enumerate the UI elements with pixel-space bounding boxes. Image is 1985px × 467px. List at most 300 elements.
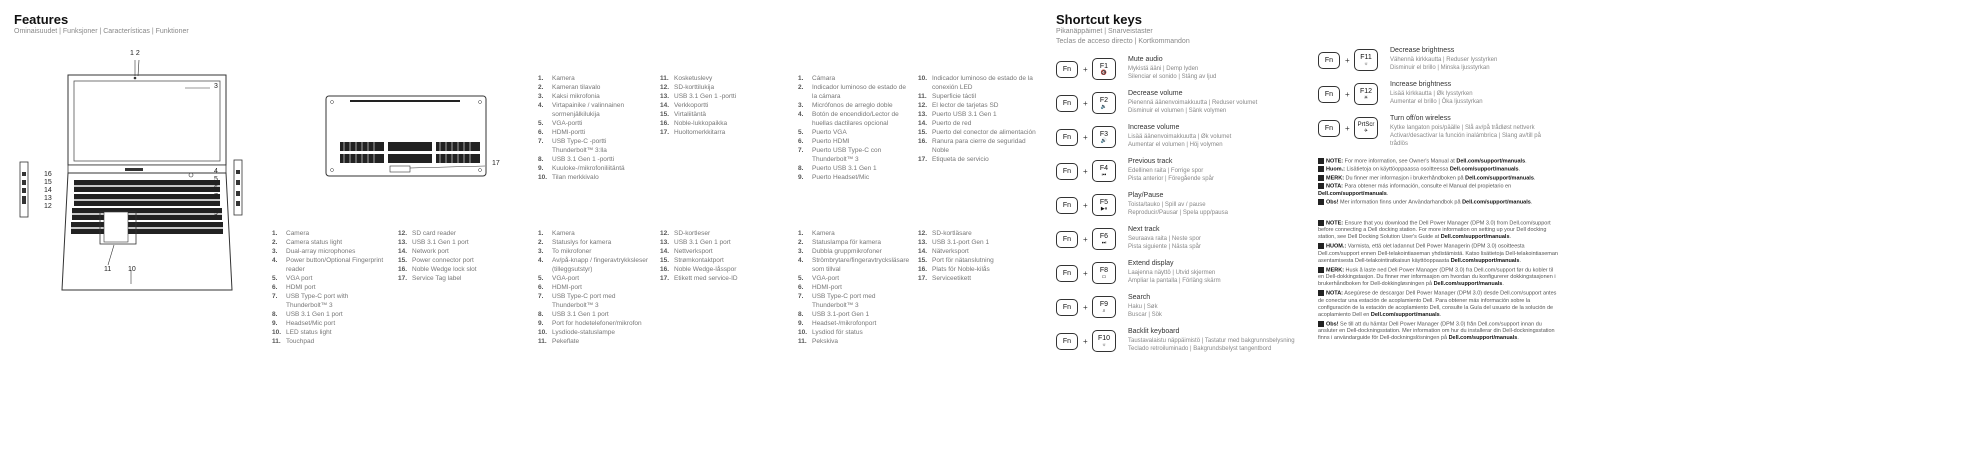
function-key-f8 — [1092, 262, 1116, 284]
list-item-label: Puerto Headset/Mic — [812, 174, 870, 181]
list-sv2 — [918, 229, 1028, 283]
key-label: F5 — [1099, 198, 1109, 206]
list-item-number: 12. — [660, 230, 670, 237]
list-item-number: 1. — [798, 230, 804, 237]
list-item-number: 8. — [538, 156, 544, 163]
note-icon — [1318, 267, 1324, 273]
list-item-label: HDMI-port — [812, 284, 842, 291]
list-item-label: El lector de tarjetas SD — [932, 102, 999, 109]
shortcuts-title: Shortcut keys — [1056, 12, 1142, 27]
key-glyph-icon: ⌕ — [1102, 307, 1106, 314]
note-text: Lisätietoja on käyttöoppaassa osoitteessa — [1344, 166, 1450, 173]
list-item-label: Nätverksport — [932, 248, 969, 255]
note-end: . — [1386, 190, 1389, 197]
note-end: . — [1439, 311, 1442, 318]
list-item-number: 16. — [660, 266, 670, 273]
fn-key: Fn — [1056, 197, 1078, 214]
list-item-number: 3. — [798, 102, 804, 109]
key-glyph-icon: ⏭ — [1101, 239, 1107, 246]
list-item-number: 7. — [538, 293, 544, 300]
callout-8: 8 — [214, 201, 218, 208]
list-item — [538, 155, 648, 164]
list-item-number: 7. — [798, 147, 804, 154]
list-item — [918, 128, 1036, 137]
note-item — [1318, 166, 1558, 173]
note-link[interactable]: Dell.com/support/manuals — [1440, 234, 1510, 241]
note-item — [1318, 321, 1558, 342]
list-item-number: 11. — [918, 93, 927, 100]
list-item-number: 15. — [660, 111, 670, 118]
list-item-number: 9. — [272, 320, 278, 327]
list-es — [798, 74, 910, 182]
note-link[interactable]: Dell.com/support/manuals — [1462, 199, 1531, 206]
list-item — [538, 128, 648, 137]
list-item-number: 1. — [538, 230, 544, 237]
list-item — [918, 74, 1036, 92]
list-item-label: Kameran tilavalo — [552, 84, 601, 91]
plus-sign: + — [1083, 133, 1088, 142]
fn-key: Fn — [1056, 163, 1078, 180]
list-item-label: USB 3.1 Gen 1 port — [286, 311, 343, 318]
list-item-number: 15. — [918, 129, 928, 136]
list-item-number: 17. — [398, 275, 408, 282]
function-key-f12 — [1354, 83, 1378, 105]
list-item-number: 3. — [538, 248, 544, 255]
list-item — [798, 146, 910, 164]
list-item-number: 14. — [398, 248, 408, 255]
list-item — [272, 274, 388, 283]
note-label: Huom.: — [1326, 166, 1345, 173]
list-item — [798, 247, 910, 256]
list-item-number: 10. — [798, 329, 808, 336]
callout-7: 7 — [214, 193, 218, 200]
list-item-label: SD-kortleser — [674, 230, 711, 237]
list-item-number: 1. — [798, 75, 804, 82]
note-end: . — [1533, 175, 1536, 182]
list-item-number: 5. — [538, 120, 544, 127]
list-item — [272, 337, 388, 346]
list-item — [538, 74, 648, 83]
callout-13: 13 — [44, 195, 52, 202]
key-glyph-icon: 🔊 — [1100, 137, 1108, 144]
list-item-number: 12. — [398, 230, 408, 237]
list-item-label: VGA-port — [812, 275, 840, 282]
function-key-f6 — [1092, 228, 1116, 250]
list-item-label: Lysdiode-statuslampe — [552, 329, 615, 336]
list-item-number: 10. — [918, 75, 928, 82]
list-item-number: 10. — [538, 174, 548, 181]
list-item-label: Puerto VGA — [812, 129, 847, 136]
note-icon — [1318, 199, 1324, 205]
list-item-label: USB 3.1-port Gen 1 — [812, 311, 870, 318]
list-item-number: 13. — [398, 239, 408, 246]
list-item-label: Virtapainike / valinnainen sormenjälkilukija — [552, 102, 625, 118]
plus-sign: + — [1083, 337, 1088, 346]
note-link[interactable]: Dell.com/support/manuals — [1465, 175, 1534, 182]
shortcut-title: Extend display — [1128, 260, 1174, 267]
list-item — [272, 319, 388, 328]
note-item — [1318, 267, 1558, 288]
callout-14: 14 — [44, 187, 52, 194]
list-item — [660, 74, 770, 83]
key-glyph-icon: ▶⏸ — [1100, 205, 1108, 212]
note-text: Se till att du hämtar Dell Power Manager (DPM 3.0) från Dell.com/support innan du ansluter en Dell-dockningsstation. Mer information om hur du installerar din Dell-dockningsstation finns i användarguide för Dell-dockningslösningen på — [1318, 321, 1555, 342]
note-icon — [1318, 290, 1324, 296]
list-item-number: 11. — [272, 338, 281, 345]
list-item-label: Etiqueta de servicio — [932, 156, 989, 163]
shortcut-description: Taustavalaistu näppäimistö | Tastatur med bakgrunnsbelysning Teclado retroiluminado | Bakgrundsbelyst tangentbord — [1128, 338, 1295, 352]
list-en — [272, 229, 388, 346]
list-item — [798, 101, 910, 110]
list-item-label: Kamera — [552, 75, 575, 82]
note-icon — [1318, 183, 1324, 189]
shortcut-title: Backlit keyboard — [1128, 328, 1180, 335]
shortcut-title: Increase brightness — [1390, 81, 1452, 88]
list-item — [798, 337, 910, 346]
note-text: Husk å laste ned Dell Power Manager (DPM 3.0) fra Dell.com/support før du kobler til en Dell-dokkingstasjon. Du finner mer informasjon om hvordan du konfigurerer dokkingstasjonen i brukerhåndboken for Dell-dokkingløsningen på — [1318, 267, 1556, 288]
plus-sign: + — [1083, 167, 1088, 176]
list-item-label: Noble-lukkopaikka — [674, 120, 728, 127]
list-item-number: 16. — [918, 266, 928, 273]
list-item-number: 1. — [272, 230, 278, 237]
list-item — [538, 328, 650, 337]
list-item-number: 13. — [660, 239, 670, 246]
list-item — [272, 229, 388, 238]
list-item-label: Indicador luminoso de estado de la cámara — [812, 84, 906, 100]
list-item — [798, 74, 910, 83]
key-label: PrtScr — [1357, 122, 1375, 128]
shortcut-description: Kytke langaton pois/päälle | Slå av/på trådløst nettverk Activar/desactivar la función inalámbrica | Slang av/till på trådlös — [1390, 125, 1541, 147]
note-item — [1318, 175, 1558, 182]
shortcut-title: Search — [1128, 294, 1151, 301]
list-item — [660, 83, 770, 92]
list-item-label: SD-korttilukija — [674, 84, 715, 91]
shortcut-description: Mykistä ääni | Demp lyden Silenciar el sonido | Stäng av ljud — [1128, 66, 1217, 80]
list-item — [918, 256, 1028, 265]
shortcut-title: Decrease volume — [1128, 90, 1183, 97]
list-item — [538, 92, 648, 101]
list-item-label: USB 3.1-port Gen 1 — [932, 239, 990, 246]
list-item — [398, 274, 508, 283]
callout-4: 4 — [214, 168, 218, 175]
key-label: F10 — [1097, 334, 1111, 342]
note-link[interactable]: Dell.com/support/manuals — [1456, 158, 1526, 165]
list-item-number: 16. — [918, 138, 928, 145]
list-item-number: 2. — [272, 239, 278, 246]
key-glyph-icon: ☼ — [1101, 341, 1107, 348]
list-fi — [538, 74, 648, 182]
list-item-label: Power button/Optional Fingerprint reader — [286, 257, 384, 273]
shortcut-title: Increase volume — [1128, 124, 1180, 131]
note-label: NOTA: — [1326, 290, 1344, 297]
list-item — [918, 229, 1028, 238]
list-item-number: 4. — [798, 111, 804, 118]
list-item-label: HDMI port — [286, 284, 316, 291]
note-icon — [1318, 243, 1324, 249]
key-label: F12 — [1359, 87, 1373, 95]
fn-key: Fn — [1056, 231, 1078, 248]
fn-key: Fn — [1056, 299, 1078, 316]
list-item — [538, 310, 650, 319]
plus-sign: + — [1345, 124, 1350, 133]
list-item-number: 1. — [538, 75, 544, 82]
notes-docking — [1318, 220, 1558, 344]
list-item — [538, 101, 648, 119]
list-item-label: Superficie táctil — [932, 93, 977, 100]
list-item-number: 7. — [272, 293, 278, 300]
list-item-label: Indicador luminoso de estado de la conexión LED — [932, 75, 1033, 91]
list-item-number: 8. — [798, 165, 804, 172]
list-item-number: 2. — [538, 84, 544, 91]
list-item — [798, 83, 910, 101]
note-end: . — [1525, 158, 1527, 165]
note-end: . — [1530, 199, 1533, 206]
list-item-number: 6. — [538, 129, 544, 136]
list-item — [918, 238, 1028, 247]
list-item-label: VGA port — [286, 275, 313, 282]
list-item-label: Strömbrytare/fingeravtrycksläsare som tillval — [812, 257, 910, 273]
fn-key: Fn — [1318, 52, 1340, 69]
callout-15: 15 — [44, 179, 52, 186]
list-item — [660, 119, 770, 128]
list-item — [538, 292, 650, 310]
note-link[interactable]: Dell.com/support/manuals — [1318, 190, 1387, 197]
list-item-label: Ranura para cierre de seguridad Noble — [932, 138, 1026, 154]
shortcuts-subtitle-1: Pikanäppäimet | Snarveistaster — [1056, 28, 1153, 35]
note-end: . — [1518, 166, 1521, 173]
list-item — [798, 328, 910, 337]
note-text: For more information, see Owner's Manual at — [1343, 158, 1457, 165]
list-item — [660, 101, 770, 110]
list-item-label: Statuslampa för kamera — [812, 239, 882, 246]
list-item — [660, 92, 770, 101]
list-item-number: 8. — [538, 311, 544, 318]
list-item — [398, 256, 508, 265]
list-item-number: 17. — [660, 275, 670, 282]
list-item — [660, 110, 770, 119]
list-item-number: 16. — [660, 120, 670, 127]
list-item-number: 3. — [798, 248, 804, 255]
list-item-number: 13. — [918, 239, 928, 246]
list-item-label: Touchpad — [286, 338, 315, 345]
list-item — [538, 337, 650, 346]
list-item-label: USB Type-C port med Thunderbolt™ 3 — [552, 293, 616, 309]
list-item-label: Puerto de red — [932, 120, 972, 127]
list-item-label: Kamera — [552, 230, 575, 237]
list-item — [538, 283, 650, 292]
notes-manuals — [1318, 158, 1558, 207]
list-item — [272, 310, 388, 319]
callout-12: 12 — [44, 203, 52, 210]
function-key-f9 — [1092, 296, 1116, 318]
list-item-label: HDMI-portti — [552, 129, 586, 136]
list-item-label: VGA-portti — [552, 120, 583, 127]
list-item-label: Service Tag label — [412, 275, 462, 282]
list-item-label: Botón de encendido/Lector de huellas dactilares opcional — [812, 111, 899, 127]
list-item — [398, 238, 508, 247]
list-item-number: 17. — [918, 275, 928, 282]
key-label: F4 — [1099, 164, 1109, 172]
list-item-number: 2. — [798, 84, 804, 91]
key-glyph-icon: ☼ — [1363, 60, 1369, 67]
list-item-number: 12. — [918, 102, 928, 109]
list-item — [798, 310, 910, 319]
list-item — [798, 164, 910, 173]
note-end: . — [1509, 234, 1512, 241]
note-link[interactable]: Dell.com/support/manuals — [1448, 335, 1518, 342]
note-link[interactable]: Dell.com/support/manuals — [1449, 166, 1519, 173]
shortcut-description: Lisää kirkkautta | Øk lysstyrken Aumentar el brillo | Öka ljusstyrkan — [1390, 91, 1483, 105]
callout-1-2: 1 2 — [130, 50, 140, 57]
shortcut-description: Seuraava raita | Neste spor Pista siguiente | Nästa spår — [1128, 236, 1201, 250]
list-item-number: 4. — [538, 257, 544, 264]
list-item-label: Etikett med service-ID — [674, 275, 738, 282]
list-item-label: Pekeflate — [552, 338, 580, 345]
list-item-label: Port for hodetelefoner/mikrofon — [552, 320, 642, 327]
note-icon — [1318, 175, 1324, 181]
shortcut-description: Laajenna näyttö | Utvid skjermen Ampliar la pantalla | Förläng skärm — [1128, 270, 1221, 284]
list-item — [398, 265, 508, 274]
list-item-number: 9. — [798, 320, 804, 327]
list-item-label: Port för nätanslutning — [932, 257, 994, 264]
note-item — [1318, 243, 1558, 264]
note-icon — [1318, 158, 1324, 164]
list-item-label: Kamera — [812, 230, 835, 237]
list-item — [918, 265, 1028, 274]
list-item — [538, 83, 648, 92]
list-item-number: 13. — [660, 93, 670, 100]
list-item-number: 14. — [660, 248, 670, 255]
plus-sign: + — [1345, 90, 1350, 99]
shortcut-title: Next track — [1128, 226, 1160, 233]
key-label: F6 — [1099, 232, 1109, 240]
list-item — [272, 238, 388, 247]
list-item-number: 3. — [272, 248, 278, 255]
list-item — [918, 137, 1036, 155]
shortcuts-subtitle-2: Teclas de acceso directo | Kortkommandon — [1056, 38, 1190, 45]
list-item-label: Huoltomerkkitarra — [674, 129, 726, 136]
shortcut-description: Edellinen raita | Forrige spor Pista anterior | Föregående spår — [1128, 168, 1214, 182]
list-item-label: USB 3.1 Gen 1 port — [412, 239, 469, 246]
list-item-number: 3. — [538, 93, 544, 100]
list-item-label: Noble Wedge-låsspor — [674, 266, 737, 273]
function-key-f11 — [1354, 49, 1378, 71]
plus-sign: + — [1083, 303, 1088, 312]
callout-10: 10 — [128, 266, 136, 273]
list-item-label: Pekskiva — [812, 338, 839, 345]
list-item — [272, 256, 388, 274]
callout-6: 6 — [214, 185, 218, 192]
list-item-number: 6. — [798, 284, 804, 291]
plus-sign: + — [1083, 269, 1088, 278]
function-key-f4 — [1092, 160, 1116, 182]
shortcut-title: Previous track — [1128, 158, 1173, 165]
list-item-number: 12. — [918, 230, 928, 237]
callout-5: 5 — [214, 176, 218, 183]
key-label: F8 — [1099, 266, 1109, 274]
list-item-number: 6. — [538, 284, 544, 291]
shortcut-description: Vähennä kirkkautta | Reduser lysstyrken Disminuir el brillo | Minska ljusstyrkan — [1390, 57, 1498, 71]
list-item-number: 14. — [918, 120, 928, 127]
list-item-label: Puerto USB 3.1 Gen 1 — [812, 165, 877, 172]
function-key-f1 — [1092, 58, 1116, 80]
list-item-label: HDMI-port — [552, 284, 582, 291]
list-item — [798, 319, 910, 328]
list-item-label: Micrófonos de arreglo doble — [812, 102, 893, 109]
list-item-number: 9. — [538, 320, 544, 327]
key-glyph-icon: ☀ — [1363, 94, 1369, 101]
plus-sign: + — [1345, 56, 1350, 65]
note-text: Asegúrese de descargar Dell Power Manager (DPM 3.0) desde Dell.com/support antes de conectar una estación de acoplamiento Dell. Para obtener más información sobre la configuración de la estación de acoplamiento Dell, consulte la Guía del usuario de la solución de acoplamiento Dell en — [1318, 290, 1557, 318]
note-text: Varmista, että olet ladannut Dell Power Managerin (DPM 3.0) osoitteesta Dell.com/support ennen Dell-telakointiaseman yhdistämistä. Katso lisätietoja Dell-telakointiaseman asentamisesta Dell-telakointiratkaisun käyttöoppaasta — [1318, 243, 1558, 264]
features-subtitle: Ominaisuudet | Funksjoner | Características | Funktioner — [14, 28, 189, 35]
list-item — [272, 247, 388, 256]
callout-16: 16 — [44, 171, 52, 178]
shortcut-description: Pienennä äänenvoimakkuutta | Reduser volumet Disminuir el volumen | Sänk volymen — [1128, 100, 1258, 114]
list-item-label: Cámara — [812, 75, 836, 82]
list-item-label: Puerto USB 3.1 Gen 1 — [932, 111, 997, 118]
list-item — [798, 229, 910, 238]
note-item — [1318, 158, 1558, 165]
list-item-number: 9. — [798, 174, 804, 181]
note-label: NOTE: — [1326, 220, 1344, 227]
list-sv — [798, 229, 910, 346]
list-item — [538, 137, 648, 155]
list-item-label: SD-kortläsare — [932, 230, 972, 237]
list-item-label: SD card reader — [412, 230, 457, 237]
list-item-number: 2. — [538, 239, 544, 246]
list-item-number: 12. — [660, 84, 670, 91]
list-item-number: 13. — [918, 111, 928, 118]
list-item-number: 5. — [798, 129, 804, 136]
plus-sign: + — [1083, 99, 1088, 108]
shortcut-title: Play/Pause — [1128, 192, 1164, 199]
list-item — [538, 238, 650, 247]
list-item — [660, 128, 770, 137]
list-item — [798, 137, 910, 146]
list-item-label: Network port — [412, 248, 449, 255]
list-item-number: 15. — [918, 257, 928, 264]
list-item — [918, 101, 1036, 110]
key-label: F9 — [1099, 300, 1109, 308]
note-link[interactable]: Dell.com/support/manuals — [1433, 281, 1503, 288]
list-item-label: USB 3.1 Gen 1 -portti — [552, 156, 615, 163]
list-item-label: Camera status light — [286, 239, 342, 246]
list-item-number: 11. — [538, 338, 547, 345]
list-item-label: USB 3.1 Gen 1 port — [674, 239, 731, 246]
note-item — [1318, 183, 1558, 197]
list-item — [538, 173, 648, 182]
fn-key: Fn — [1318, 86, 1340, 103]
note-item — [1318, 290, 1558, 318]
note-link[interactable]: Dell.com/support/manuals — [1450, 257, 1520, 264]
list-item-number: 7. — [538, 138, 544, 145]
list-item — [272, 328, 388, 337]
list-item-label: USB Type-C port med Thunderbolt™ 3 — [812, 293, 876, 309]
list-item — [798, 274, 910, 283]
key-glyph-icon: 🔇 — [1100, 69, 1108, 76]
list-item-number: 8. — [798, 311, 804, 318]
note-text: Para obtener más información, consulte el Manual del propietario en — [1343, 183, 1512, 190]
note-text: Mer information finns under Användarhandbok på — [1338, 199, 1463, 206]
plus-sign: + — [1083, 65, 1088, 74]
list-item-number: 17. — [918, 156, 928, 163]
key-label: F1 — [1099, 62, 1109, 70]
list-item-label: Kosketuslevy — [674, 75, 713, 82]
callout-3: 3 — [214, 83, 218, 90]
note-link[interactable]: Dell.com/support/manuals — [1370, 311, 1440, 318]
callout-9: 9 — [214, 210, 218, 217]
